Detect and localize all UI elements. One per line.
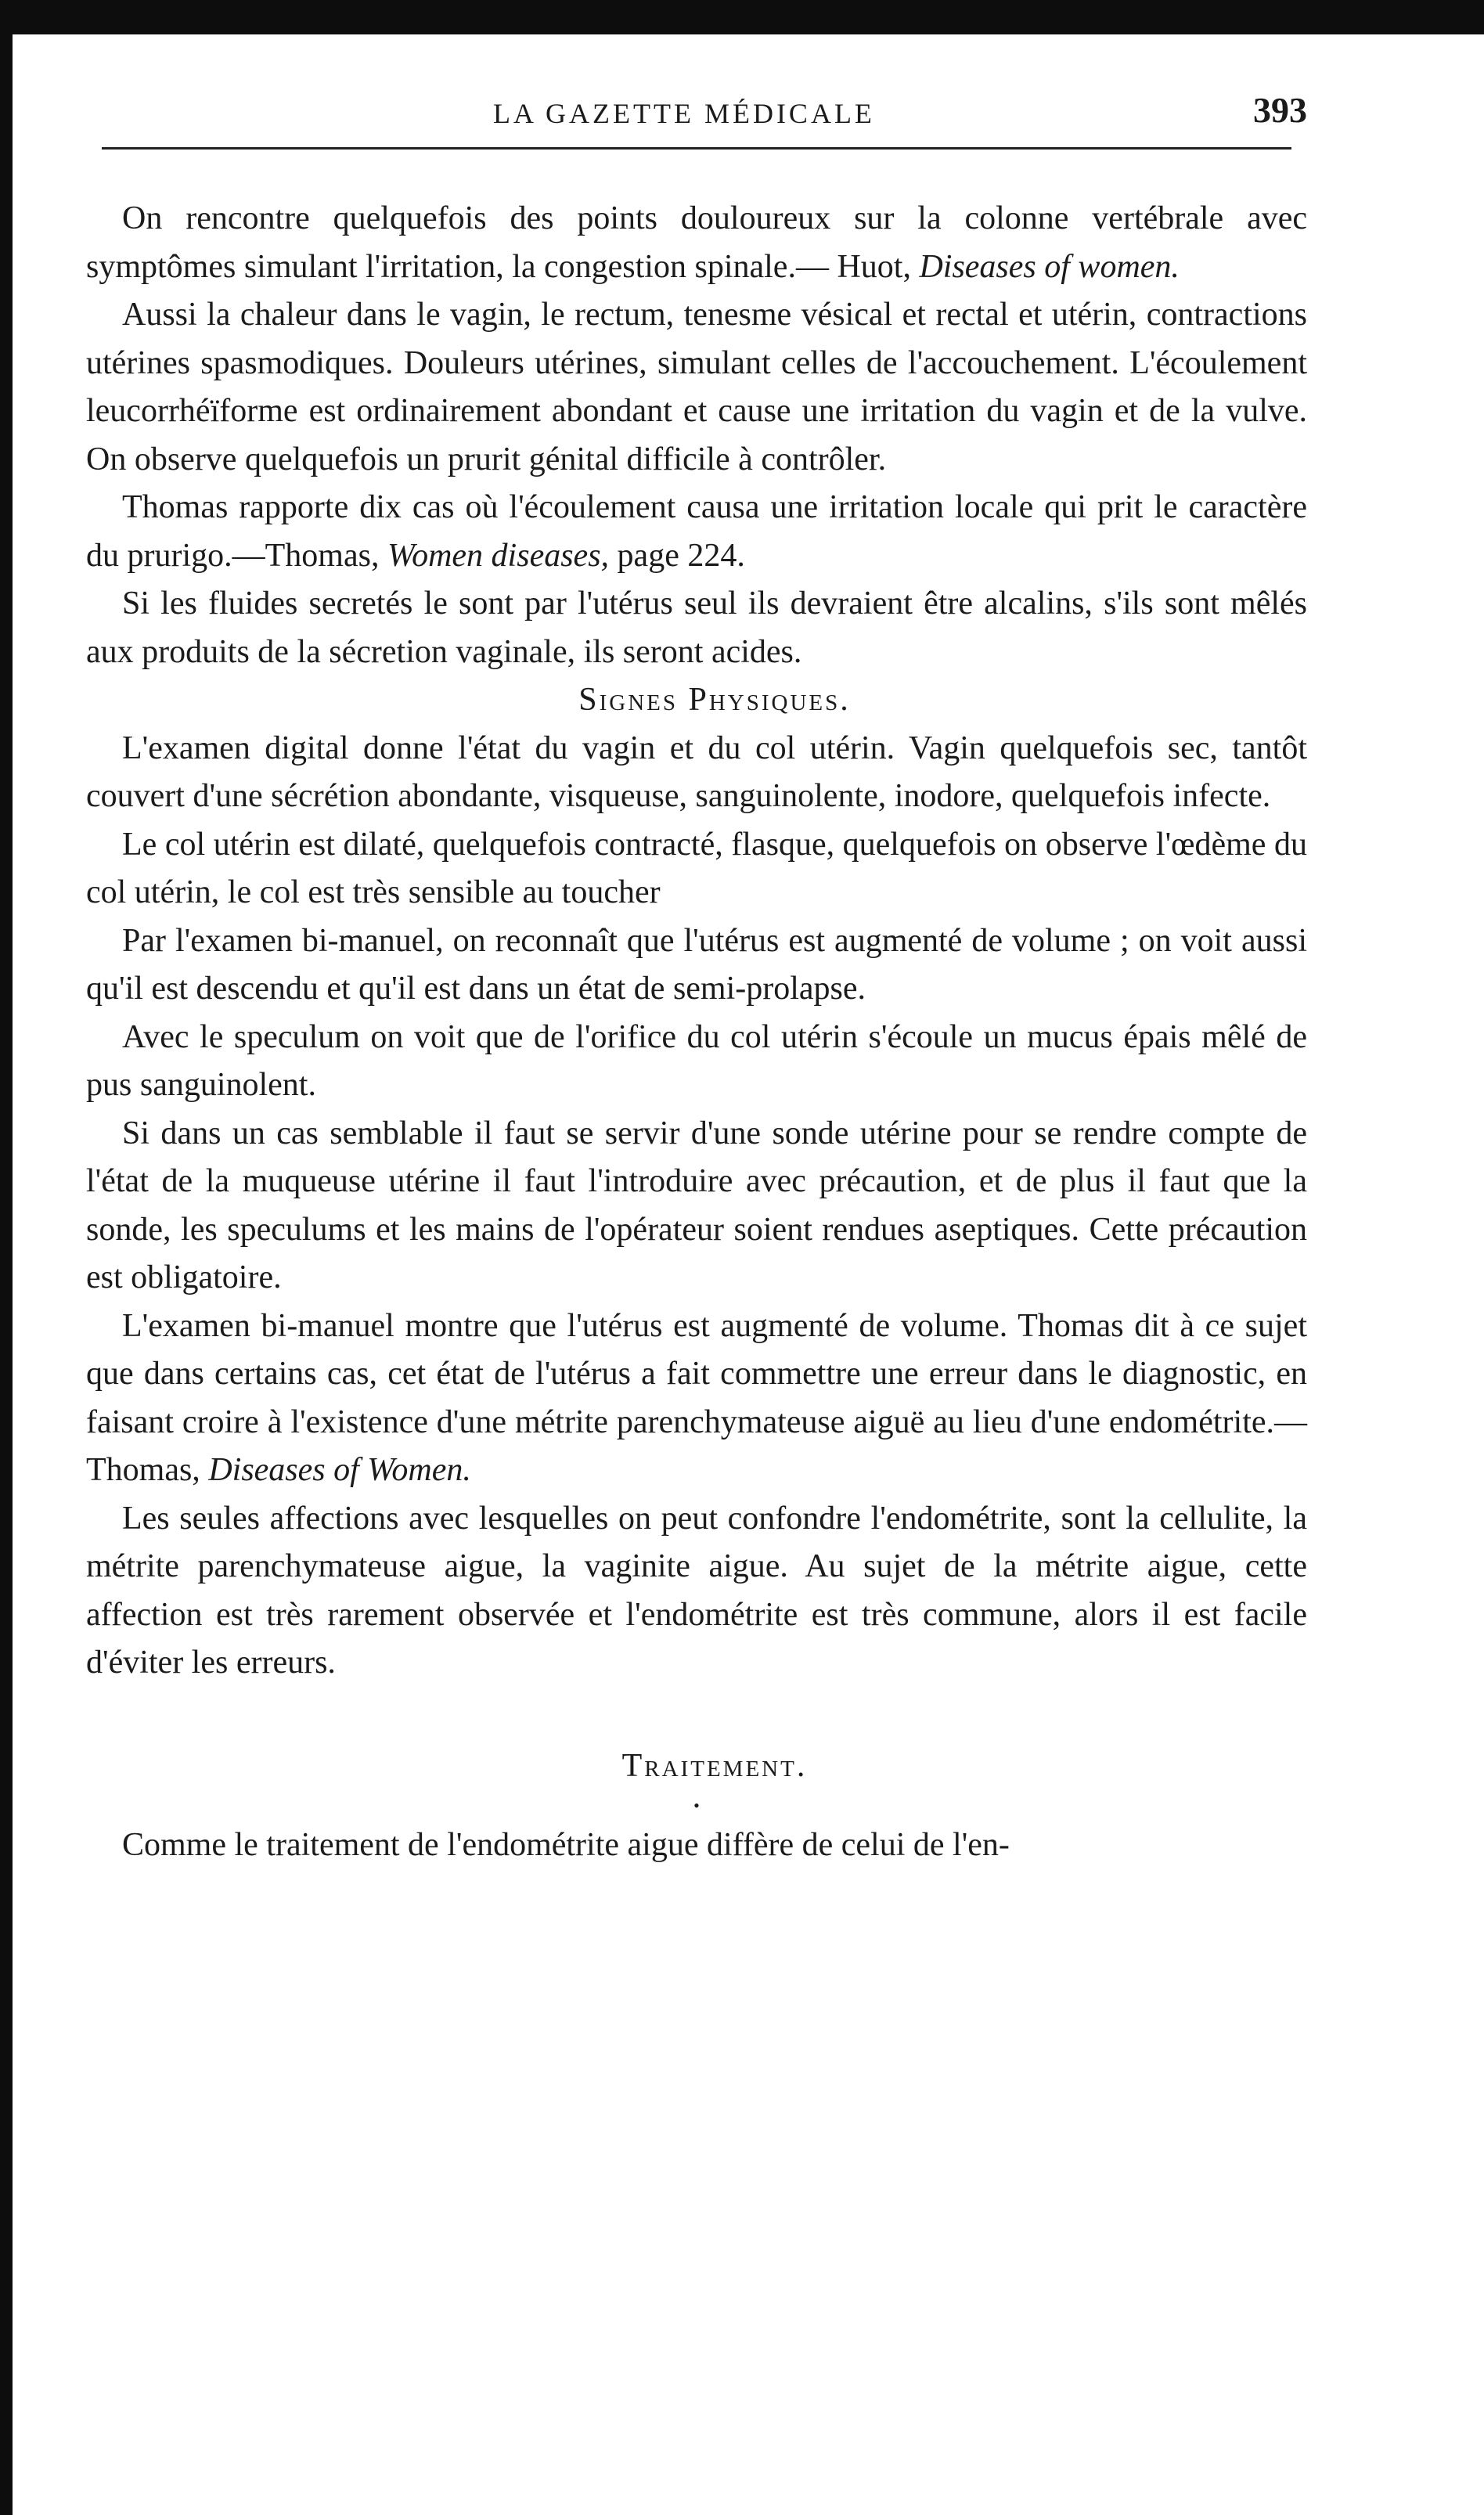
paragraph: Par l'examen bi-manuel, on reconnaît que l'utérus est augmenté de volume ; on voit aussi qu'il est descendu et qu'il est dans un état de semi-prolapse.: [86, 922, 1307, 1007]
bullet-mark: •: [693, 1796, 700, 1815]
paragraph: Les seules affections avec lesquelles on peut confondre l'endométrite, sont la cellulite, la métrite parenchymateuse aigue, la vaginite aigue. Au sujet de la métrite aigue, cette affection est très rarement observée et l'endométrite est très commune, alors il est facile d'éviter les erreurs.: [86, 1500, 1307, 1681]
scan-left-border: [0, 0, 13, 2515]
paragraph: Aussi la chaleur dans le vagin, le rectum, tenesme vésical et rectal et utérin, contractions utérines spasmodiques. Douleurs utérines, simulant celles de l'accouchement. L'écoulement leucorrhéïforme est ordinairement abondant et cause une irritation du vagin et de la vulve. On observe quelquefois un prurit génital difficile à contrôler.: [86, 297, 1307, 477]
paragraph: [86, 484, 1307, 580]
paragraph: Le col utérin est dilaté, quelquefois contracté, flasque, quelquefois on observe l'œdème du col utérin, le col est très sensible au toucher: [86, 826, 1307, 910]
body-text: [86, 195, 1307, 1870]
paragraph: [86, 195, 1307, 291]
scan-top-border: [0, 0, 1484, 34]
paragraph-text: L'examen bi-manuel montre que l'utérus est augmenté de volume. Thomas dit à ce sujet que dans certains cas, cet état de l'utérus a fait commettre une erreur dans le diagnostic, en faisant croire à l'existence d'une métrite parenchymateuse aiguë au lieu d'une endométrite.— Thomas,: [86, 1307, 1307, 1488]
running-head: LA GAZETTE MÉDICALE: [493, 98, 875, 129]
citation: Diseases of women.: [919, 248, 1180, 285]
section-heading-physical-signs: Signes Physiques.: [578, 682, 851, 718]
section-heading-treatment: Traitement.: [621, 1747, 808, 1784]
paragraph: Comme le traitement de l'endométrite aigue diffère de celui de l'en-: [122, 1827, 1010, 1863]
citation: Diseases of Women.: [208, 1452, 471, 1488]
paragraph: Si dans un cas semblable il faut se servir d'une sonde utérine pour se rendre compte de l'état de la muqueuse utérine il faut l'introduire avec précaution, et de plus il faut que la sonde, les speculums et les mains de l'opérateur soient rendues aseptiques. Cette précaution est obligatoire.: [86, 1115, 1307, 1295]
paragraph-text: page 224.: [617, 537, 745, 574]
page-number: 393: [1253, 90, 1307, 130]
document-page: [86, 78, 1307, 1870]
page-header: [86, 78, 1307, 141]
header-rule: [102, 147, 1291, 150]
paragraph: [86, 1303, 1307, 1495]
paragraph: Avec le speculum on voit que de l'orifice du col utérin s'écoule un mucus épais mêlé de pus sanguinolent.: [86, 1018, 1307, 1103]
paragraph-text: On rencontre quelquefois des points douloureux sur la colonne vertébrale avec symptômes simulant l'irritation, la congestion spinale.— Huot,: [86, 200, 1307, 285]
paragraph-text: Thomas rapporte dix cas où l'écoulement causa une irritation locale qui prit le caractère du prurigo.—Thomas,: [86, 489, 1307, 574]
spacer: [86, 1688, 1307, 1742]
citation: Women diseases,: [387, 537, 610, 574]
paragraph: L'examen digital donne l'état du vagin et du col utérin. Vagin quelquefois sec, tantôt couvert d'une sécrétion abondante, visqueuse, sanguinolente, inodore, quelquefois infecte.: [86, 730, 1307, 814]
paragraph: Si les fluides secretés le sont par l'utérus seul ils devraient être alcalins, s'ils sont mêlés aux produits de la sécretion vaginale, ils seront acides.: [86, 586, 1307, 670]
